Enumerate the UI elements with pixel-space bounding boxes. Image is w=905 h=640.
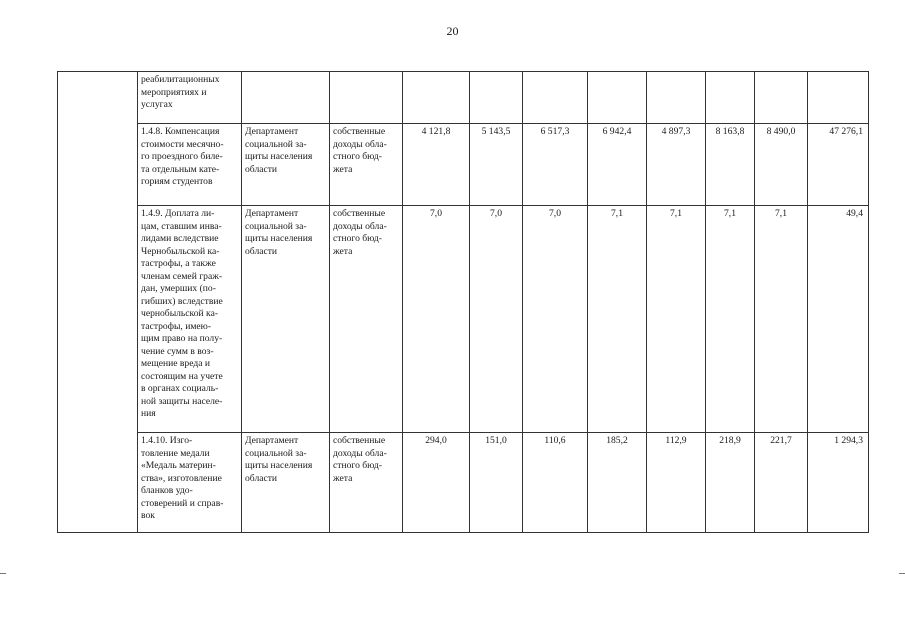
year-value-cell: 5 143,5 <box>470 124 523 206</box>
activity-name-cell-line: 1.4.10. Изго- <box>141 435 193 446</box>
activity-name-cell <box>138 124 242 206</box>
year-value-cell: 218,9 <box>706 433 755 533</box>
year-value-cell: 7,0 <box>403 206 470 433</box>
year-value-cell: 8 490,0 <box>755 124 808 206</box>
executor-cell-line: Департамент <box>245 126 299 137</box>
executor-cell-line: социальной за- <box>245 138 307 150</box>
total-value-cell <box>808 72 869 124</box>
executor-cell-line: области <box>245 245 278 257</box>
activity-name-cell-line: та отдельным кате- <box>141 163 220 175</box>
year-value-cell: 7,0 <box>470 206 523 433</box>
year-value-cell <box>755 72 808 124</box>
year-value-cell: 294,0 <box>403 433 470 533</box>
funding-source-cell-line: доходы обла- <box>333 220 387 232</box>
activity-name-cell <box>138 433 242 533</box>
funding-source-cell-line: стного бюд- <box>333 460 382 471</box>
activity-name-cell-line: цам, ставшим инва- <box>141 220 222 232</box>
executor-cell-line: области <box>245 163 278 175</box>
year-value-cell: 6 942,4 <box>588 124 647 206</box>
activity-name-cell-line: тастрофы, а также <box>141 258 216 269</box>
year-value-cell: 7,1 <box>588 206 647 433</box>
activity-name-cell-line: 1.4.9. Доплата ли- <box>141 208 215 219</box>
activity-name-cell-line: стоверений и справ- <box>141 497 224 509</box>
funding-source-cell <box>330 433 403 533</box>
activity-name-cell-line: в органах социаль- <box>141 383 219 394</box>
executor-cell-line: социальной за- <box>245 220 307 232</box>
year-value-cell: 7,1 <box>755 206 808 433</box>
activity-name-cell-line: товление медали <box>141 447 210 459</box>
executor-cell-line: Департамент <box>245 208 299 219</box>
year-value-cell: 112,9 <box>647 433 706 533</box>
funding-source-cell-line: стного бюд- <box>333 151 382 162</box>
activity-name-cell-line: состоящим на учете <box>141 370 223 382</box>
year-value-cell: 6 517,3 <box>523 124 588 206</box>
funding-source-cell <box>330 206 403 433</box>
year-value-cell: 185,2 <box>588 433 647 533</box>
activity-name-cell-line: членам семей граж- <box>141 270 223 282</box>
activity-name-cell-line: щим право на полу- <box>141 333 223 344</box>
year-value-cell <box>588 72 647 124</box>
executor-cell-line: области <box>245 472 278 484</box>
year-value-cell: 8 163,8 <box>706 124 755 206</box>
activity-name-cell-line: мещение вреда и <box>141 358 211 369</box>
year-value-cell <box>403 72 470 124</box>
year-value-cell <box>523 72 588 124</box>
funding-source-cell-line: стного бюд- <box>333 233 382 244</box>
activity-name-cell-line: чернобыльской ка- <box>141 308 219 319</box>
funding-source-cell-line: собственные <box>333 208 386 219</box>
executor-cell-line: щиты населения <box>245 151 313 162</box>
activity-name-cell-line: бланков удо- <box>141 485 193 496</box>
activity-name-cell-line: чение сумм в воз- <box>141 345 214 357</box>
scan-mark-left <box>0 573 6 574</box>
funding-source-cell-line: доходы обла- <box>333 138 387 150</box>
executor-cell-line: щиты населения <box>245 233 313 244</box>
table-row <box>58 206 869 433</box>
year-value-cell: 7,0 <box>523 206 588 433</box>
year-value-cell: 151,0 <box>470 433 523 533</box>
activity-name-cell-line: «Медаль материн- <box>141 460 216 471</box>
executor-cell-line: щиты населения <box>245 460 313 471</box>
funding-source-cell <box>330 72 403 124</box>
year-value-cell <box>470 72 523 124</box>
funding-source-cell-line: жета <box>333 245 353 257</box>
funding-source-cell-line: жета <box>333 163 353 175</box>
total-value-cell: 1 294,3 <box>808 433 869 533</box>
scan-mark-right <box>899 573 905 574</box>
year-value-cell <box>647 72 706 124</box>
funding-source-cell-line: жета <box>333 472 353 484</box>
activity-name-cell-line: гибших) вследствие <box>141 295 223 307</box>
year-value-cell: 110,6 <box>523 433 588 533</box>
activity-name-cell-line: стоимости месячно- <box>141 138 224 150</box>
page-number: 20 <box>446 24 459 38</box>
total-value-cell: 49,4 <box>808 206 869 433</box>
funding-source-cell-line: собственные <box>333 126 386 137</box>
activity-name-cell-line: го проездного биле- <box>141 151 223 162</box>
activity-name-cell-line: тастрофы, имею- <box>141 320 212 332</box>
activity-name-cell <box>138 206 242 433</box>
activity-name-cell-line: гориям студентов <box>141 176 213 187</box>
activity-name-cell-line: 1.4.8. Компенсация <box>141 126 220 137</box>
executor-cell <box>242 433 330 533</box>
year-value-cell: 221,7 <box>755 433 808 533</box>
activity-name-cell-line: ния <box>141 408 156 419</box>
activity-name-cell-line: услугах <box>141 99 173 110</box>
year-value-cell: 7,1 <box>647 206 706 433</box>
activity-name-cell-line: вок <box>141 510 155 521</box>
activity-name-cell <box>138 72 242 124</box>
activity-name-cell-line: ства», изготовление <box>141 472 222 484</box>
executor-cell <box>242 206 330 433</box>
budget-table <box>57 71 869 533</box>
year-value-cell: 7,1 <box>706 206 755 433</box>
executor-cell <box>242 72 330 124</box>
executor-cell <box>242 124 330 206</box>
table-row <box>58 124 869 206</box>
activity-name-cell-line: дан, умерших (по- <box>141 283 216 294</box>
activity-name-cell-line: ной защиты населе- <box>141 395 223 407</box>
funding-source-cell-line: собственные <box>333 435 386 446</box>
activity-name-cell-line: Чернобыльской ка- <box>141 245 220 257</box>
executor-cell-line: Департамент <box>245 435 299 446</box>
executor-cell-line: социальной за- <box>245 447 307 459</box>
blank-left-column-cell <box>58 72 138 533</box>
activity-name-cell-line: мероприятиях и <box>141 86 207 98</box>
table-row <box>58 72 869 124</box>
year-value-cell: 4 121,8 <box>403 124 470 206</box>
funding-source-cell-line: доходы обла- <box>333 447 387 459</box>
year-value-cell <box>706 72 755 124</box>
activity-name-cell-line: реабилитационных <box>141 74 220 85</box>
table-row <box>58 433 869 533</box>
funding-source-cell <box>330 124 403 206</box>
activity-name-cell-line: лидами вследствие <box>141 233 219 244</box>
year-value-cell: 4 897,3 <box>647 124 706 206</box>
total-value-cell: 47 276,1 <box>808 124 869 206</box>
